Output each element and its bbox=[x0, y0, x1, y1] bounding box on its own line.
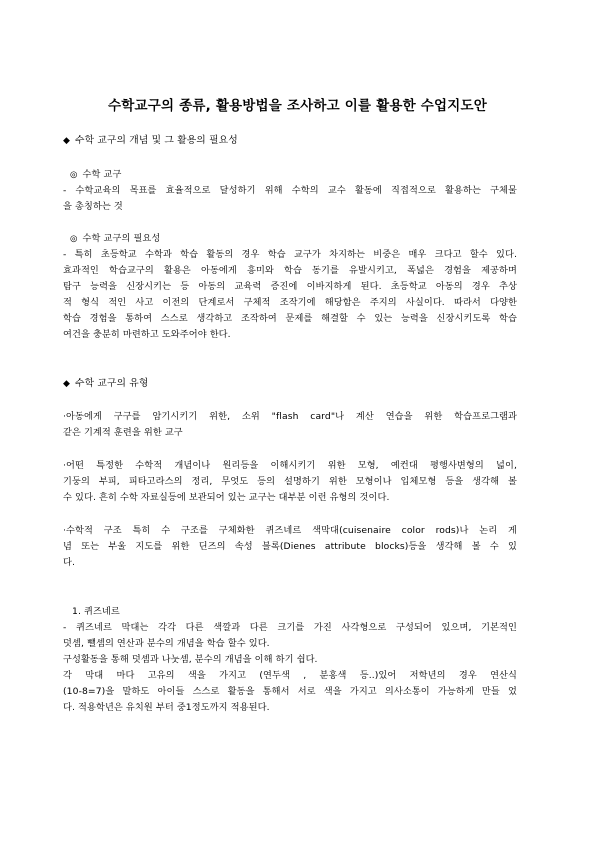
circle-bullet-icon: ◎ bbox=[70, 234, 78, 244]
section-heading-concept bbox=[63, 132, 238, 146]
paragraph-line: 다. bbox=[63, 557, 75, 568]
subheading-necessity bbox=[70, 230, 160, 244]
paragraph-line: 학습 경험을 통하여 스스로 생각하고 조작하여 문제를 해결할 수 있는 능력을 신장시키도록 학습 bbox=[63, 313, 517, 324]
subheading-text: 수학 교구의 필요성 bbox=[82, 233, 161, 244]
paragraph-line: 같은 기계적 훈련을 위한 교구 bbox=[63, 427, 183, 438]
paragraph-line: 기둥의 부피, 피타고라스의 정리, 무엇도 등의 설명하기 위한 모형이나 입체모형 등을 생각해 볼 bbox=[63, 476, 517, 487]
paragraph-line: 구성활동을 통해 덧셈과 나눗셈, 분수의 개념을 이해 하기 쉽다. bbox=[63, 654, 318, 665]
paragraph-line: - 퀴즈네르 막대는 각각 다른 색깔과 다른 크기를 가진 사각형으로 구성되어 있으며, 기본적인 bbox=[63, 622, 517, 633]
paragraph-line: 여건을 충분히 마련하고 도와주어야 한다. bbox=[63, 329, 231, 340]
paragraph-line: - 특히 초등학교 수학과 학습 활동의 경우 학습 교구가 차지하는 비중은 매우 크다고 할수 있다. bbox=[63, 249, 517, 260]
paragraph-line: ·수학적 구조 특히 수 구조를 구체화한 퀴즈네르 색막대(cuisenaire color rods)나 논리 게 bbox=[63, 525, 517, 536]
section-heading-text: 수학 교구의 유형 bbox=[75, 378, 149, 389]
section-heading-types bbox=[63, 375, 148, 389]
diamond-bullet-icon: ◆ bbox=[63, 379, 71, 389]
subheading-text: 수학 교구 bbox=[82, 169, 122, 180]
subheading-cuisenaire: 1. 퀴즈네르 bbox=[72, 606, 120, 617]
paragraph-line: (10-8=7)을 말하도 아이들 스스로 활동을 통해서 서로 색을 가지고 의사소통이 가능하게 만들 었 bbox=[63, 686, 517, 697]
paragraph-line: 적 형식 적인 사고 이전의 단계로서 구체적 조작기에 해당함은 주지의 사실이다. 따라서 다양한 bbox=[63, 297, 517, 308]
paragraph-line: - 수학교육의 목표를 효율적으로 달성하기 위해 수학의 교수 활동에 직접적으로 활용하는 구체물 bbox=[63, 185, 517, 196]
paragraph-line: ·어떤 특정한 수학적 개념이나 원리등을 이해시키기 위한 모형, 예컨대 평행사변형의 넓이, bbox=[63, 460, 517, 471]
paragraph-line: 덧셈, 뺄셈의 연산과 분수의 개념을 학습 할수 있다. bbox=[63, 638, 270, 649]
section-heading-text: 수학 교구의 개념 및 그 활용의 필요성 bbox=[75, 135, 238, 146]
paragraph-line: ·아동에게 구구를 암기시키기 위한, 소위 "flash card"나 계산 연습을 위한 학습프로그램과 bbox=[63, 411, 517, 422]
paragraph-line: 을 총칭하는 것 bbox=[63, 201, 123, 212]
circle-bullet-icon: ◎ bbox=[70, 170, 78, 180]
paragraph-line: 다. 적용학년은 유치원 부터 중1정도까지 적용된다. bbox=[63, 702, 270, 713]
paragraph-line: 수 있다. 흔히 수학 자료실등에 보관되어 있는 교구는 대부분 이런 유형의 것이다. bbox=[63, 492, 390, 503]
paragraph-line: 각 막대 마다 고유의 색을 가지고 (연두색 , 분홍색 등..)있어 저학년의 경우 연산식 bbox=[63, 670, 517, 681]
paragraph-line: 효과적인 학습교구의 활용은 아동에게 흥미와 학습 동기를 유발시키고, 폭넓은 경험을 제공하며 bbox=[63, 265, 517, 276]
paragraph-line: 념 또는 부울 지도를 위한 딘즈의 속성 블록(Dienes attribute blocks)등을 생각해 볼 수 있 bbox=[63, 541, 517, 552]
document-title: 수학교구의 종류, 활용방법을 조사하고 이를 활용한 수업지도안 bbox=[108, 98, 487, 114]
diamond-bullet-icon: ◆ bbox=[63, 136, 71, 146]
subheading-tools bbox=[70, 166, 121, 180]
paragraph-line: 탐구 능력을 신장시키는 등 아동의 교육력 증진에 이바지하게 된다. 초등학교 아동의 경우 추상 bbox=[63, 281, 517, 292]
